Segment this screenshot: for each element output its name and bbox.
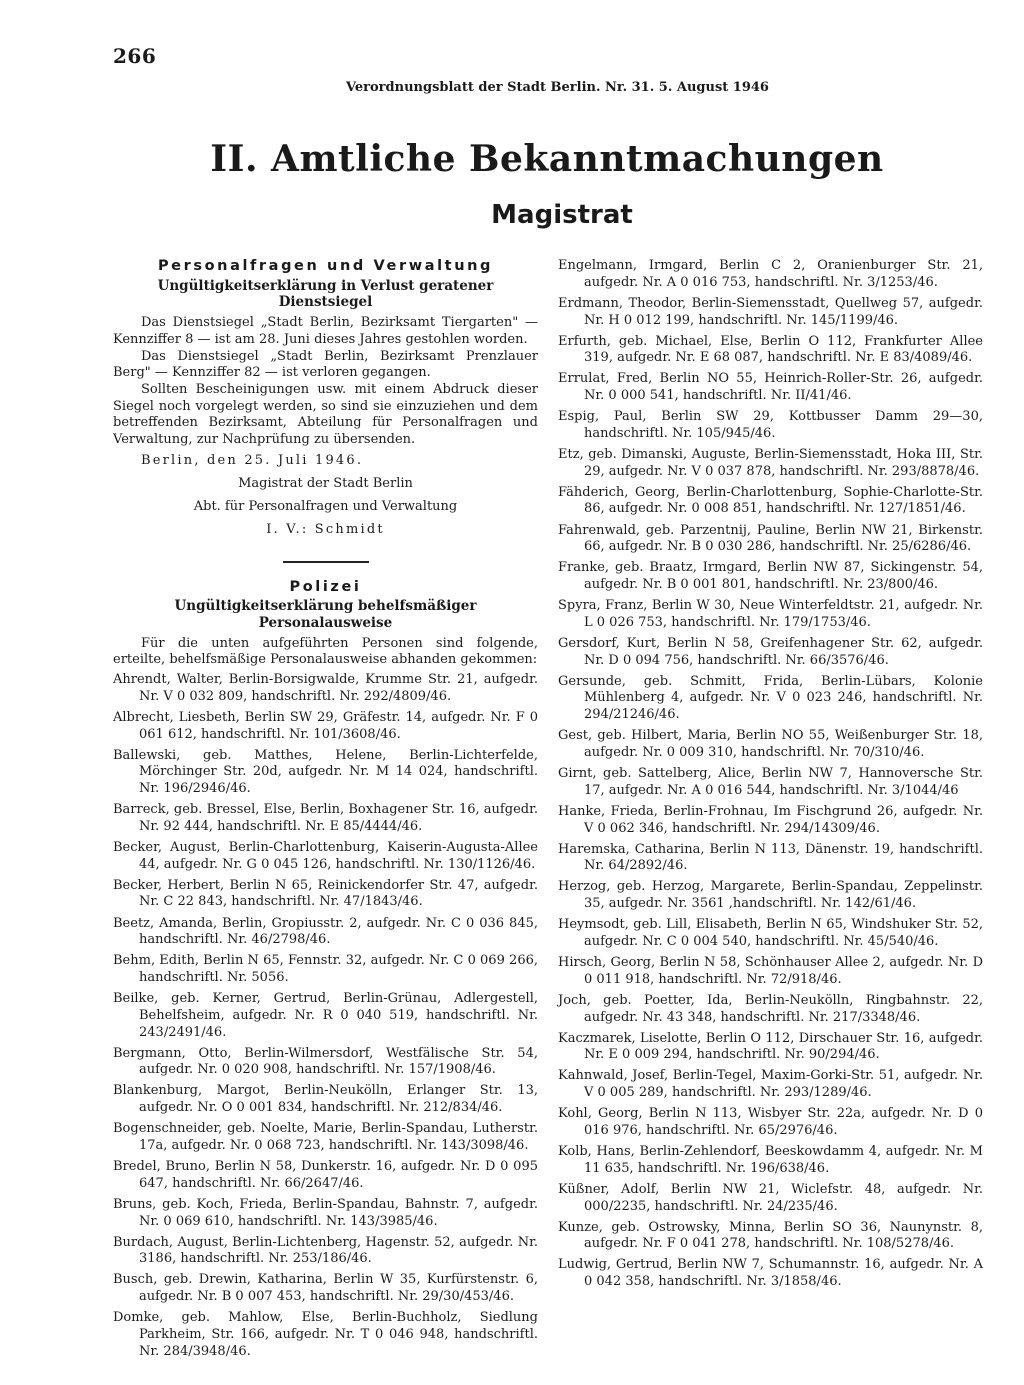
list-item: Kohl, Georg, Berlin N 113, Wisbyer Str. 22a, aufgedr. Nr. D 0 016 976, handschriftl. Nr. 65/2976/46. bbox=[558, 1106, 983, 1138]
signature-line: Magistrat der Stadt Berlin bbox=[238, 476, 413, 492]
list-item: Erdmann, Theodor, Berlin-Siemensstadt, Quellweg 57, aufgedr. Nr. H 0 012 199, handschriftl. Nr. 145/1199/46. bbox=[558, 295, 983, 328]
list-item: Bogenschneider, geb. Noelte, Marie, Berlin-Spandau, Lutherstr. 17a, aufgedr. Nr. 0 068 723, handschriftl. Nr. 143/3098/46. bbox=[113, 1121, 538, 1153]
list-item: Fahrenwald, geb. Parzentnij, Pauline, Berlin NW 21, Birkenstr. 66, aufgedr. Nr. B 0 030 286, handschriftl. Nr. 25/6286/46. bbox=[558, 522, 983, 555]
list-item: Beetz, Amanda, Berlin, Gropiusstr. 2, aufgedr. Nr. C 0 036 845, handschriftl. Nr. 46/2798/46. bbox=[113, 915, 538, 948]
list-item: Haremska, Catharina, Berlin N 113, Dänenstr. 19, handschriftl. Nr. 64/2892/46. bbox=[558, 841, 983, 874]
list-item: Domke, geb. Mahlow, Else, Berlin-Buchholz, Siedlung Parkheim, Str. 166, aufgedr. Nr. T 0 046 948, handschriftl. Nr. 284/3948/46. bbox=[113, 1310, 538, 1359]
list-item: Becker, August, Berlin-Charlottenburg, Kaiserin-Augusta-Allee 44, aufgedr. Nr. G 0 045 126, handschriftl. Nr. 130/1126/46. bbox=[113, 839, 538, 872]
list-item: Ludwig, Gertrud, Berlin NW 7, Schumannstr. 16, aufgedr. Nr. A 0 042 358, handschriftl. Nr. 3/1858/46. bbox=[558, 1257, 983, 1290]
section-heading-personnel: Personalfragen und Verwaltung bbox=[157, 258, 494, 274]
section-divider bbox=[283, 561, 369, 563]
list-item: Franke, geb. Braatz, Irmgard, Berlin NW 87, Sickingenstr. 54, aufgedr. Nr. B 0 001 801, handschriftl. Nr. 23/800/46. bbox=[558, 560, 983, 593]
list-item: Bredel, Bruno, Berlin N 58, Dunkerstr. 16, aufgedr. Nr. D 0 095 647, handschriftl. Nr. 66/2647/46. bbox=[113, 1159, 538, 1191]
list-item: Espig, Paul, Berlin SW 29, Kottbusser Damm 29—30, handschriftl. Nr. 105/945/46. bbox=[558, 409, 983, 441]
list-item: Bruns, geb. Koch, Frieda, Berlin-Spandau, Bahnstr. 7, aufgedr. Nr. 0 069 610, handschriftl. Nr. 143/3985/46. bbox=[113, 1196, 538, 1229]
list-item: Becker, Herbert, Berlin N 65, Reinickendorfer Str. 47, aufgedr. Nr. C 22 843, handschriftl. Nr. 47/1843/46. bbox=[113, 877, 538, 910]
list-item: Bergmann, Otto, Berlin-Wilmersdorf, Westfälische Str. 54, aufgedr. Nr. 0 020 908, handschriftl. Nr. 157/1908/46. bbox=[113, 1045, 538, 1078]
list-item: Spyra, Franz, Berlin W 30, Neue Winterfeldtstr. 21, aufgedr. Nr. L 0 026 753, handschriftl. Nr. 179/1753/46. bbox=[558, 598, 983, 630]
intro-paragraph: Für die unten aufgeführten Personen sind folgende, erteilte, behelfsmäßige Personalausweise abhanden gekommen: bbox=[113, 635, 538, 668]
list-item: Hanke, Frieda, Berlin-Frohnau, Im Fischgrund 26, aufgedr. Nr. V 0 062 346, handschriftl. Nr. 294/14309/46. bbox=[558, 803, 983, 836]
list-item: Girnt, geb. Sattelberg, Alice, Berlin NW 7, Hannoversche Str. 17, aufgedr. Nr. A 0 016 544, handschriftl. Nr. 3/1044/46 bbox=[558, 766, 983, 798]
entry-list-right bbox=[558, 258, 983, 1291]
list-item: Ahrendt, Walter, Berlin-Borsigwalde, Krumme Str. 21, aufgedr. Nr. V 0 032 809, handschriftl. Nr. 292/4809/46. bbox=[113, 672, 538, 704]
list-item: Fähderich, Georg, Berlin-Charlottenburg, Sophie-Charlotte-Str. 86, aufgedr. Nr. 0 008 851, handschriftl. Nr. 127/1851/46. bbox=[558, 484, 983, 517]
list-item: Etz, geb. Dimanski, Auguste, Berlin-Siemensstadt, Hoka III, Str. 29, aufgedr. Nr. V 0 037 878, handschriftl. Nr. 293/8878/46. bbox=[558, 446, 983, 479]
list-item: Erfurth, geb. Michael, Else, Berlin O 112, Frankfurter Allee 319, aufgedr. Nr. E 68 087, handschriftl. Nr. E 83/4089/46. bbox=[558, 333, 983, 366]
list-item: Gest, geb. Hilbert, Maria, Berlin NO 55, Weißenburger Str. 18, aufgedr. Nr. 0 009 310, handschriftl. Nr. 70/310/46. bbox=[558, 728, 983, 760]
list-item: Albrecht, Liesbeth, Berlin SW 29, Gräfestr. 14, aufgedr. Nr. F 0 061 612, handschriftl. Nr. 101/3608/46. bbox=[113, 709, 538, 742]
list-item: Gersdorf, Kurt, Berlin N 58, Greifenhagener Str. 62, aufgedr. Nr. D 0 094 756, handschriftl. Nr. 66/3576/46. bbox=[558, 635, 983, 668]
paragraph: Sollten Bescheinigungen usw. mit einem Abdruck dieser Siegel noch vorgelegt werden, so sind sie einzuziehen und dem betreffenden Bezirksamt, Abteilung für Personalfragen und Verwaltung, zur Nachprüfung zu übersenden. bbox=[113, 381, 538, 448]
list-item: Gersunde, geb. Schmitt, Frida, Berlin-Lübars, Kolonie Mühlenberg 4, aufgedr. Nr. V 0 023 246, handschriftl. Nr. 294/21246/46. bbox=[558, 673, 983, 723]
section-subheading-ids: Ungültigkeitserklärung behelfsmäßiger Personalausweise bbox=[174, 598, 477, 631]
list-item: Errulat, Fred, Berlin NO 55, Heinrich-Roller-Str. 26, aufgedr. Nr. 0 000 541, handschriftl. Nr. II/41/46. bbox=[558, 371, 983, 404]
running-header: Verordnungsblatt der Stadt Berlin. Nr. 31. 5. August 1946 bbox=[346, 80, 769, 95]
section-heading-police: Polizei bbox=[289, 578, 362, 595]
page-number: 266 bbox=[113, 44, 157, 68]
sub-title: Magistrat bbox=[491, 200, 633, 230]
signature-line: I. V.: Schmidt bbox=[266, 521, 385, 537]
place-date: Berlin, den 25. Juli 1946. bbox=[141, 452, 364, 468]
list-item: Kolb, Hans, Berlin-Zehlendorf, Beeskowdamm 4, aufgedr. Nr. M 11 635, handschriftl. Nr. 196/638/46. bbox=[558, 1144, 983, 1176]
list-item: Heymsodt, geb. Lill, Elisabeth, Berlin N 65, Windshuker Str. 52, aufgedr. Nr. C 0 004 540, handschriftl. Nr. 45/540/46. bbox=[558, 917, 983, 949]
paragraph: Das Dienstsiegel „Stadt Berlin, Bezirksamt Prenzlauer Berg" — Kennziffer 82 — ist verloren gegangen. bbox=[113, 348, 538, 381]
list-item: Hirsch, Georg, Berlin N 58, Schönhauser Allee 2, aufgedr. Nr. D 0 011 918, handschriftl. Nr. 72/918/46. bbox=[558, 955, 983, 987]
list-item: Burdach, August, Berlin-Lichtenberg, Hagenstr. 52, aufgedr. Nr. 3186, handschriftl. Nr. 253/186/46. bbox=[113, 1234, 538, 1267]
entry-list-left bbox=[113, 672, 538, 1360]
right-column bbox=[558, 258, 983, 1295]
list-item: Joch, geb. Poetter, Ida, Berlin-Neukölln, Ringbahnstr. 22, aufgedr. Nr. 43 348, handschriftl. Nr. 217/3348/46. bbox=[558, 992, 983, 1025]
list-item: Engelmann, Irmgard, Berlin C 2, Oranienburger Str. 21, aufgedr. Nr. A 0 016 753, handschriftl. Nr. 3/1253/46. bbox=[558, 258, 983, 290]
list-item: Küßner, Adolf, Berlin NW 21, Wiclefstr. 48, aufgedr. Nr. 000/2235, handschriftl. Nr. 24/235/46. bbox=[558, 1181, 983, 1214]
list-item: Herzog, geb. Herzog, Margarete, Berlin-Spandau, Zeppelinstr. 35, aufgedr. Nr. 3561 ,handschriftl. Nr. 142/61/46. bbox=[558, 879, 983, 912]
list-item: Blankenburg, Margot, Berlin-Neukölln, Erlanger Str. 13, aufgedr. Nr. O 0 001 834, handschriftl. Nr. 212/834/46. bbox=[113, 1083, 538, 1116]
section-subheading-seals: Ungültigkeitserklärung in Verlust geratener Dienstsiegel bbox=[157, 277, 494, 311]
list-item: Busch, geb. Drewin, Katharina, Berlin W 35, Kurfürstenstr. 6, aufgedr. Nr. B 0 007 453, handschriftl. Nr. 29/30/453/46. bbox=[113, 1272, 538, 1305]
paragraph: Das Dienstsiegel „Stadt Berlin, Bezirksamt Tiergarten" — Kennziffer 8 — ist am 28. Juni dieses Jahres gestohlen worden. bbox=[113, 315, 538, 347]
list-item: Barreck, geb. Bressel, Else, Berlin, Boxhagener Str. 16, aufgedr. Nr. 92 444, handschriftl. Nr. E 85/4444/46. bbox=[113, 802, 538, 834]
list-item: Ballewski, geb. Matthes, Helene, Berlin-Lichterfelde, Mörchinger Str. 20d, aufgedr. Nr. M 14 024, handschriftl. Nr. 196/2946/46. bbox=[113, 747, 538, 797]
main-title: II. Amtliche Bekanntmachungen bbox=[210, 138, 884, 180]
list-item: Kahnwald, Josef, Berlin-Tegel, Maxim-Gorki-Str. 51, aufgedr. Nr. V 0 005 289, handschriftl. Nr. 293/1289/46. bbox=[558, 1068, 983, 1101]
list-item: Beilke, geb. Kerner, Gertrud, Berlin-Grünau, Adlergestell, Behelfsheim, aufgedr. Nr. R 0 040 519, handschriftl. Nr. 243/2491/46. bbox=[113, 991, 538, 1040]
signature-line: Abt. für Personalfragen und Verwaltung bbox=[193, 499, 458, 515]
list-item: Kaczmarek, Liselotte, Berlin O 112, Dirschauer Str. 16, aufgedr. Nr. E 0 009 294, handschriftl. Nr. 90/294/46. bbox=[558, 1030, 983, 1063]
list-item: Behm, Edith, Berlin N 65, Fennstr. 32, aufgedr. Nr. C 0 069 266, handschriftl. Nr. 5056. bbox=[113, 953, 538, 986]
left-column bbox=[113, 258, 538, 1365]
list-item: Kunze, geb. Ostrowsky, Minna, Berlin SO 36, Naunynstr. 8, aufgedr. Nr. F 0 041 278, handschriftl. Nr. 108/5278/46. bbox=[558, 1219, 983, 1252]
